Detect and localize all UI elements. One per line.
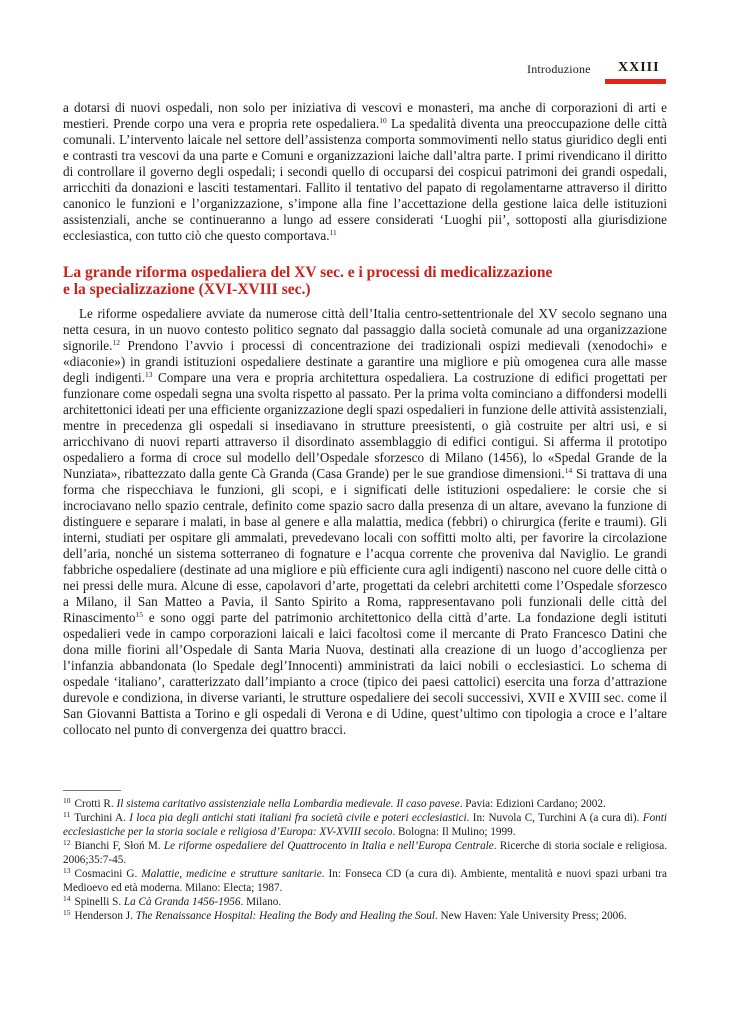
section-heading-line-2: e la specializzazione (XVI-XVIII sec.) [63, 281, 311, 298]
footnote-ref-13[interactable]: 13 [145, 370, 153, 379]
footnote-13: $^{13}$ Cosmacini G. Malattie, medicine e strutture sanitarie. In: Fonseca CD (a cura di). Ambiente, mentalità e nuovi spazi urbani tra Medioevo ed età moderna. Milano: Electa; 1987. [63, 866, 667, 894]
footnote-ref-14[interactable]: 14 [564, 466, 573, 475]
page-number: XXIII [618, 60, 660, 75]
footnote-ref-12[interactable]: 12 [112, 338, 120, 347]
main-text [63, 100, 667, 738]
footnote-10: $^{10}$ Crotti R. Il sistema caritativo assistenziale nella Lombardia medievale. Il caso pavese. Pavia: Edizioni Cardano; 2002. [63, 796, 606, 810]
footnote-ref-15[interactable]: 15 [135, 610, 144, 619]
footnote-11: $^{11}$ Turchini A. I loca pia degli antichi stati italiani fra società civile e poteri ecclesiastici. In: Nuvola C, Turchini A (a cura di). Fonti ecclesiastiche per la storia sociale e religiosa d’Europa: XV-XVIII secolo. Bologna: Il Mulino; 1999. [63, 810, 667, 838]
page-header [0, 62, 730, 86]
paragraph-riforme: Le riforme ospedaliere avviate da numerose città dell’Italia centro-settentrionale del XV secolo segnano una netta cesura, in un nuovo contesto politico segnato dal passaggio dalla società comunale ad una organizzazione signorile.$^{12}$ Prendono l’avvio i processi di concentrazione dei tradizionali ospizi medievali (xenodochi» e «diaconie») in grandi istituzioni ospedaliere destinate a garantire una migliore e più omogenea cura alle masse degli indigenti.$^{13}$ Compare una vera e propria architettura ospedaliera. La costruzione di edifici progettati per funzionare come ospedali segna una svolta rispetto al passato. Per la prima volta cominciano a diffondersi modelli architettonici ideati per una efficiente organizzazione degli spazi ospedalieri in funzione delle attività assistenziali, mentre in precedenza gli ospedali si insediavano in strutture preesistenti, o già costruite per altri usi, e si arricchivano di nuovi reparti attraverso il disordinato assemblaggio di edifici contigui. Si afferma il prototipo ospedaliero a forma di croce sul modello dell’Ospedale sforzesco di Milano (1456), lo «Spedal Grande de la Nunziata», ribattezzato dalla gente Cà Granda (Casa Grande) per le sue grandiose dimensioni.$^{14}$ Si trattava di una forma che rispecchiava le funzioni, gli scopi, e i significati delle istituzioni ospedaliere: le corsie che si incrociavano nello spazio centrale, definito come spazio sacro dalla presenza di un altare, avevano la funzione di distinguere e separare i malati, in base al genere e alla malattia, medica (febbri) o chirurgica (ferite e traumi). Gli interni, studiati per ospitare gli ammalati, prevedevano locali con soffitti molto alti, per favorire la circolazione dell’aria, nonché un sistema sotterraneo di fognature e l’acqua corrente che proveniva dal Naviglio. Le grandi fabbriche ospedaliere (destinate ad una migliore e più efficiente cura agli indigenti) nascono nel cuore delle città o nei pressi delle mura. Alcune di esse, capolavori d’arte, progettati da celebri architetti come l’Ospedale sforzesco a Milano, il San Matteo a Pavia, il Santo Spirito a Roma, rappresentavano poli funzionali delle città del Rinascimento$^{15}$ e sono oggi parte del patrimonio architettonico della città d’arte. La fondazione degli istituti ospedalieri vede in campo corporazioni laicali e laici facoltosi come il mercante di Prato Francesco Datini che dona mille fiorini all’Ospedale di Santa Maria Nuova, destinati alla creazione di un luogo d’accoglienza per l’infanzia abbandonata (lo Spedale degl’Innocenti) amministrati da laici nobili o ecclesiastici. Lo schema di ospedale ‘italiano’, caratterizzato dall’impianto a croce (tipico dei paesi cattolici) esercita una forza d’attrazione durevole e condiziona, in diverse varianti, le strutture ospedaliere dei secoli successivi, XVII e XVIII sec. come il San Giovanni Battista a Torino e gli ospedali di Verona e di Udine, quest’ultimo con tipologia a croce e l’altare collocato nel punto di convergenza dei quattro bracci. [63, 306, 667, 737]
footnote-ref-10[interactable]: 10 [379, 116, 387, 125]
header-accent-rule [605, 79, 666, 84]
footnote-separator [63, 790, 121, 791]
footnote-14: $^{14}$ Spinelli S. La Cà Granda 1456-1956. Milano. [63, 894, 282, 908]
section-heading-line-1: La grande riforma ospedaliera del XV sec. e i processi di medicalizzazione [63, 264, 553, 281]
section-heading [63, 264, 667, 298]
running-section-title: Introduzione [527, 62, 591, 76]
footnotes [63, 797, 667, 923]
footnote-12: $^{12}$ Bianchi F, Słoń M. Le riforme ospedaliere del Quattrocento in Italia e nell’Europa Centrale. Ricerche di storia sociale e religiosa. 2006;35:7-45. [63, 838, 668, 866]
footnote-ref-11[interactable]: 11 [329, 228, 337, 237]
paragraph-continued: a dotarsi di nuovi ospedali, non solo per iniziativa di vescovi e monasteri, ma anche di corporazioni di arti e mestieri. Prende corpo una vera e propria rete ospedaliera.$^{10}$ La spedalità diventa una preoccupazione delle città comunali. L’intervento laicale nel settore dell’assistenza comporta sommovimenti nello status giuridico degli enti e contrasti tra vescovi da una parte e Comuni e organizzazioni laiche dall’altra parte. I primi rivendicano il diritto di controllare il governo degli ospedali; i secondi quello di occuparsi dei cospicui patrimoni dei grandi ospedali, arricchiti da donazioni e lasciti testamentari. Fallito il tentativo del papato di regolamentarne attraverso il diritto canonico le funzioni e l’organizzazione, s’impone alla fine l’accettazione della gestione laica delle istituzioni assistenziali, anche se continueranno a lungo ad essere considerati ‘Luoghi pii’, sottoposti alla giurisdizione ecclesiastica, con tutto ciò che questo comportava.$^{11}$ [63, 100, 667, 243]
footnote-15: $^{15}$ Henderson J. The Renaissance Hospital: Healing the Body and Healing the Soul. New Haven: Yale University Press; 2006. [63, 908, 627, 922]
